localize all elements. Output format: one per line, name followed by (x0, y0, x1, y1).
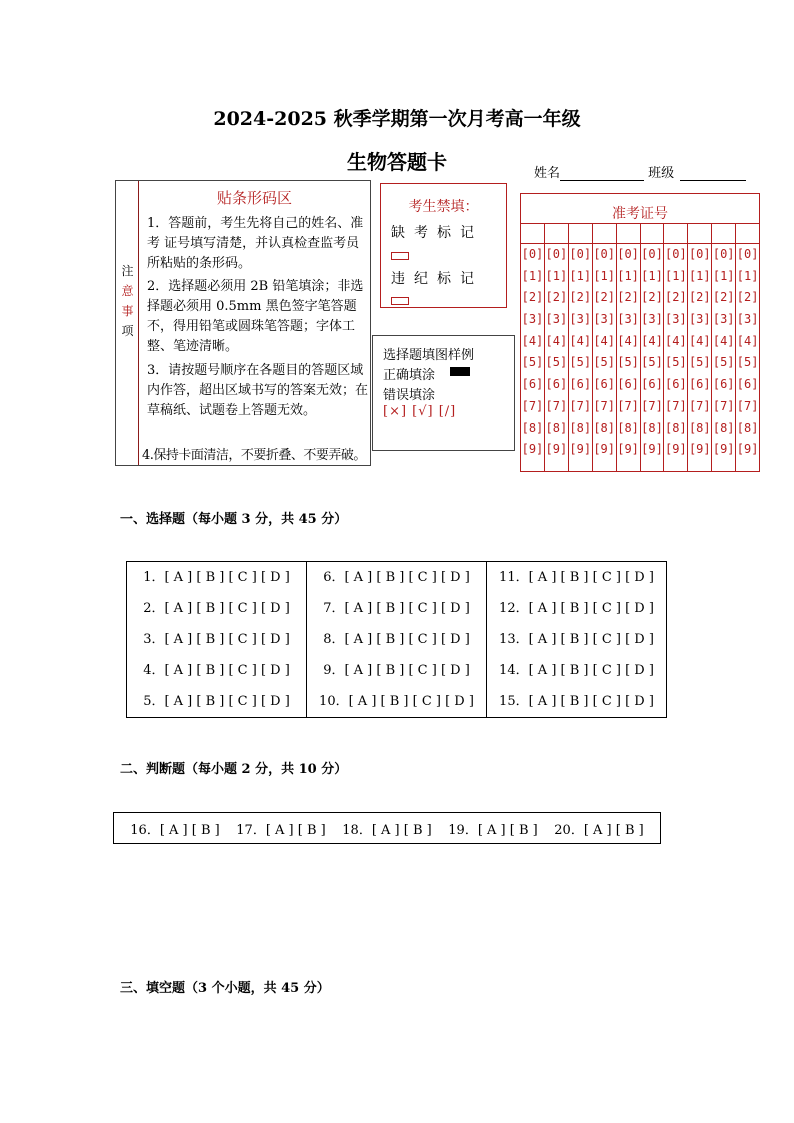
fill-example-box (372, 335, 515, 451)
mc-question-row[interactable]: 2．[ A ] [ B ] [ C ] [ D ] (143, 601, 290, 616)
mc-question-row[interactable]: 10．[ A ] [ B ] [ C ] [ D ] (319, 694, 474, 709)
admission-digit-bubble[interactable]: [6] (712, 377, 735, 392)
admission-digit-bubble[interactable]: [2] (665, 290, 687, 305)
mc-question-row[interactable]: 3．[ A ] [ B ] [ C ] [ D ] (143, 632, 290, 647)
admission-digit-bubble[interactable]: [1] (545, 268, 568, 283)
admission-digit-bubble[interactable]: [5] (665, 355, 687, 370)
admission-digit-bubble[interactable]: [8] (736, 420, 759, 435)
admission-digit-column (569, 244, 593, 472)
admission-digit-bubble[interactable]: [1] (736, 268, 759, 283)
admission-digit-bubble[interactable]: [0] (736, 247, 759, 261)
admission-digit-bubble[interactable]: [6] (593, 377, 616, 392)
admission-digit-bubble[interactable]: [4] (593, 333, 616, 348)
admission-digit-bubble[interactable]: [7] (736, 398, 759, 413)
absent-mark-label: 缺考标记 (391, 225, 483, 241)
admission-digit-bubble[interactable]: [9] (688, 442, 711, 457)
admission-digit-bubble[interactable]: [0] (688, 247, 711, 261)
admission-digit-bubble[interactable]: [9] (521, 442, 544, 457)
admission-digit-bubble[interactable]: [2] (593, 290, 616, 305)
mc-question-row[interactable]: 12．[ A ] [ B ] [ C ] [ D ] (499, 601, 654, 616)
mc-column (487, 562, 666, 717)
admission-digit-bubble[interactable]: [6] (569, 377, 592, 392)
admission-digit-bubble[interactable]: [3] (593, 312, 616, 327)
admission-digit-bubble[interactable]: [5] (545, 355, 568, 370)
admission-digit-write-cell[interactable] (569, 224, 593, 243)
admission-digit-bubble[interactable]: [0] (712, 247, 735, 261)
correct-fill-sample (450, 367, 470, 376)
tf-question[interactable]: 18．[ A ] [ B ] (342, 822, 432, 838)
admission-digit-bubble[interactable]: [0] (665, 247, 687, 261)
admission-digit-column (545, 244, 569, 472)
admission-digit-bubble[interactable]: [5] (712, 355, 735, 370)
admission-digit-bubble[interactable]: [1] (665, 268, 687, 283)
admission-digit-bubble[interactable]: [9] (593, 442, 616, 457)
wrong-fill-marks: [×] [√] [/] (383, 404, 457, 419)
admission-digit-bubble[interactable]: [9] (617, 442, 639, 457)
mc-question-row[interactable]: 8．[ A ] [ B ] [ C ] [ D ] (323, 632, 470, 647)
name-underline[interactable] (560, 167, 644, 181)
violation-mark-label: 违纪标记 (391, 271, 483, 287)
admission-digit-bubble[interactable]: [3] (688, 312, 711, 327)
admission-digit-bubble[interactable]: [9] (665, 442, 687, 457)
admission-digit-write-cell[interactable] (736, 224, 759, 243)
admission-digit-bubble[interactable]: [0] (545, 247, 568, 261)
forbidden-box (380, 183, 507, 308)
admission-number-bubble-grid (521, 244, 759, 472)
admission-digit-bubble[interactable]: [4] (712, 333, 735, 348)
admission-digit-column (712, 244, 736, 472)
mc-question-row[interactable]: 15．[ A ] [ B ] [ C ] [ D ] (499, 694, 654, 709)
notice-side-column (116, 181, 139, 465)
admission-digit-write-cell[interactable] (712, 224, 736, 243)
admission-digit-bubble[interactable]: [4] (665, 333, 687, 348)
admission-digit-bubble[interactable]: [9] (712, 442, 735, 457)
class-underline[interactable] (680, 167, 746, 181)
admission-digit-bubble[interactable]: [3] (641, 312, 663, 327)
admission-digit-column (736, 244, 759, 472)
admission-digit-bubble[interactable]: [8] (545, 420, 568, 435)
admission-digit-bubble[interactable]: [5] (736, 355, 759, 370)
admission-digit-write-cell[interactable] (664, 224, 688, 243)
admission-digit-bubble[interactable]: [3] (569, 312, 592, 327)
admission-digit-write-cell[interactable] (593, 224, 617, 243)
admission-digit-bubble[interactable]: [3] (617, 312, 639, 327)
admission-digit-bubble[interactable]: [0] (641, 247, 663, 261)
admission-digit-bubble[interactable]: [3] (521, 312, 544, 327)
admission-digit-column (617, 244, 641, 472)
admission-digit-bubble[interactable]: [5] (641, 355, 663, 370)
admission-digit-bubble[interactable]: [2] (736, 290, 759, 305)
mc-column (307, 562, 487, 717)
admission-digit-bubble[interactable]: [7] (688, 398, 711, 413)
tf-question[interactable]: 19．[ A ] [ B ] (448, 822, 538, 838)
page-title: 2024-2025 秋季学期第一次月考高一年级 (213, 108, 581, 130)
admission-digit-bubble[interactable]: [0] (593, 247, 616, 261)
admission-digit-bubble[interactable]: [2] (569, 290, 592, 305)
admission-digit-bubble[interactable]: [3] (736, 312, 759, 327)
admission-digit-bubble[interactable]: [1] (617, 268, 639, 283)
tf-question[interactable]: 16．[ A ] [ B ] (130, 822, 220, 838)
section-1-title: 一、选择题（每小题 3 分，共 45 分） (120, 512, 348, 527)
tf-question[interactable]: 20．[ A ] [ B ] (554, 822, 644, 838)
admission-digit-bubble[interactable]: [8] (593, 420, 616, 435)
admission-digit-bubble[interactable]: [7] (617, 398, 639, 413)
name-field[interactable] (534, 162, 746, 181)
admission-digit-bubble[interactable]: [2] (712, 290, 735, 305)
class-label: 班级 (648, 166, 675, 181)
notice-item-1: 1．答题前，考生先将自己的姓名、准考 证号填写清楚，并认真检查监考员所粘贴的条形码。 (147, 216, 364, 271)
mc-question-row[interactable]: 7．[ A ] [ B ] [ C ] [ D ] (323, 601, 470, 616)
mc-question-row[interactable]: 14．[ A ] [ B ] [ C ] [ D ] (499, 663, 654, 678)
admission-digit-bubble[interactable]: [7] (521, 398, 544, 413)
admission-digit-bubble[interactable]: [2] (521, 290, 544, 305)
multiple-choice-table (126, 561, 667, 718)
admission-digit-bubble[interactable]: [9] (641, 442, 663, 457)
admission-digit-bubble[interactable]: [5] (521, 355, 544, 370)
admission-digit-write-cell[interactable] (545, 224, 569, 243)
admission-digit-bubble[interactable]: [9] (736, 442, 759, 457)
section-2-title: 二、判断题（每小题 2 分，共 10 分） (120, 762, 348, 777)
admission-digit-column (664, 244, 688, 472)
notice-box (115, 180, 371, 466)
admission-digit-bubble[interactable]: [0] (569, 247, 592, 261)
admission-digit-bubble[interactable]: [2] (688, 290, 711, 305)
admission-digit-bubble[interactable]: [4] (617, 333, 639, 348)
admission-digit-bubble[interactable]: [5] (593, 355, 616, 370)
admission-digit-bubble[interactable]: [1] (688, 268, 711, 283)
admission-digit-bubble[interactable]: [7] (665, 398, 687, 413)
admission-digit-bubble[interactable]: [8] (712, 420, 735, 435)
admission-digit-bubble[interactable]: [1] (521, 268, 544, 283)
mc-question-row[interactable]: 1．[ A ] [ B ] [ C ] [ D ] (143, 570, 290, 585)
admission-digit-bubble[interactable]: [9] (569, 442, 592, 457)
admission-digit-bubble[interactable]: [6] (545, 377, 568, 392)
mc-question-row[interactable]: 11．[ A ] [ B ] [ C ] [ D ] (499, 570, 654, 585)
admission-digit-bubble[interactable]: [7] (641, 398, 663, 413)
admission-digit-bubble[interactable]: [6] (688, 377, 711, 392)
admission-digit-bubble[interactable]: [0] (521, 247, 544, 261)
admission-digit-bubble[interactable]: [3] (665, 312, 687, 327)
admission-digit-write-cell[interactable] (521, 224, 545, 243)
admission-number-write-row (521, 224, 759, 244)
admission-digit-bubble[interactable]: [4] (736, 333, 759, 348)
admission-digit-bubble[interactable]: [6] (617, 377, 639, 392)
admission-digit-write-cell[interactable] (688, 224, 712, 243)
notice-item-3: 3．请按题号顺序在各题目的答题区域内作答，超出区域书写的答案无效；在草稿纸、试题卷上答题无效。 (147, 363, 369, 418)
admission-digit-bubble[interactable]: [4] (545, 333, 568, 348)
admission-digit-bubble[interactable]: [4] (641, 333, 663, 348)
admission-digit-bubble[interactable]: [6] (641, 377, 663, 392)
page-subtitle: 生物答题卡 (347, 150, 447, 174)
tf-question[interactable]: 17．[ A ] [ B ] (236, 822, 326, 838)
notice-side-label: 注 意 事 项 (121, 264, 134, 338)
admission-digit-bubble[interactable]: [4] (521, 333, 544, 348)
admission-digit-column (688, 244, 712, 472)
mc-question-row[interactable]: 6．[ A ] [ B ] [ C ] [ D ] (323, 570, 470, 585)
example-title: 选择题填图样例 (383, 348, 475, 363)
section-3-title: 三、填空题（3 个小题，共 45 分） (120, 981, 330, 996)
admission-digit-column (641, 244, 665, 472)
admission-digit-bubble[interactable]: [8] (688, 420, 711, 435)
admission-digit-bubble[interactable]: [8] (521, 420, 544, 435)
mc-column (127, 562, 307, 717)
name-label: 姓名 (534, 166, 561, 181)
admission-digit-bubble[interactable]: [2] (545, 290, 568, 305)
true-false-table (113, 812, 661, 844)
admission-number-box (520, 193, 760, 472)
admission-digit-bubble[interactable]: [0] (617, 247, 639, 261)
admission-digit-bubble[interactable]: [5] (688, 355, 711, 370)
admission-digit-bubble[interactable]: [4] (569, 333, 592, 348)
admission-digit-bubble[interactable]: [2] (641, 290, 663, 305)
admission-digit-bubble[interactable]: [3] (545, 312, 568, 327)
admission-number-title: 准考证号 (521, 194, 759, 224)
admission-digit-bubble[interactable]: [7] (545, 398, 568, 413)
notice-item-4: 4.保持卡面清洁，不要折叠、不要弄破。 (142, 448, 366, 463)
admission-digit-bubble[interactable]: [5] (617, 355, 639, 370)
admission-digit-bubble[interactable]: [7] (593, 398, 616, 413)
mc-question-row[interactable]: 9．[ A ] [ B ] [ C ] [ D ] (323, 663, 470, 678)
admission-digit-column (521, 244, 545, 472)
admission-digit-write-cell[interactable] (641, 224, 665, 243)
admission-digit-bubble[interactable]: [6] (521, 377, 544, 392)
admission-digit-bubble[interactable]: [7] (712, 398, 735, 413)
admission-digit-bubble[interactable]: [8] (617, 420, 639, 435)
admission-digit-bubble[interactable]: [9] (545, 442, 568, 457)
admission-digit-bubble[interactable]: [8] (641, 420, 663, 435)
mc-question-row[interactable]: 13．[ A ] [ B ] [ C ] [ D ] (499, 632, 654, 647)
admission-digit-bubble[interactable]: [4] (688, 333, 711, 348)
admission-digit-bubble[interactable]: [1] (641, 268, 663, 283)
admission-digit-bubble[interactable]: [1] (712, 268, 735, 283)
notice-item-2: 2．选择题必须用 2B 铅笔填涂；非选择题必须用 0.5mm 黑色签字笔答题不，得用铅笔或圆珠笔答题；字体工整、笔迹清晰。 (147, 279, 364, 354)
forbidden-title: 考生禁填： (408, 199, 479, 215)
admission-digit-bubble[interactable]: [7] (569, 398, 592, 413)
mc-question-row[interactable]: 4．[ A ] [ B ] [ C ] [ D ] (143, 663, 290, 678)
violation-mark-box[interactable] (391, 297, 409, 305)
admission-digit-bubble[interactable]: [6] (665, 377, 687, 392)
admission-digit-bubble[interactable]: [8] (569, 420, 592, 435)
admission-digit-bubble[interactable]: [3] (712, 312, 735, 327)
wrong-fill-label: 错误填涂 (383, 388, 436, 403)
admission-digit-bubble[interactable]: [8] (665, 420, 687, 435)
admission-digit-bubble[interactable]: [2] (617, 290, 639, 305)
correct-fill-label: 正确填涂 (383, 368, 436, 383)
admission-digit-column (593, 244, 617, 472)
absent-mark-box[interactable] (391, 252, 409, 260)
admission-digit-bubble[interactable]: [5] (569, 355, 592, 370)
admission-digit-bubble[interactable]: [1] (569, 268, 592, 283)
mc-question-row[interactable]: 5．[ A ] [ B ] [ C ] [ D ] (143, 694, 290, 709)
admission-digit-bubble[interactable]: [6] (736, 377, 759, 392)
admission-digit-write-cell[interactable] (617, 224, 641, 243)
admission-digit-bubble[interactable]: [1] (593, 268, 616, 283)
barcode-area-label: 贴条形码区 (216, 189, 292, 207)
